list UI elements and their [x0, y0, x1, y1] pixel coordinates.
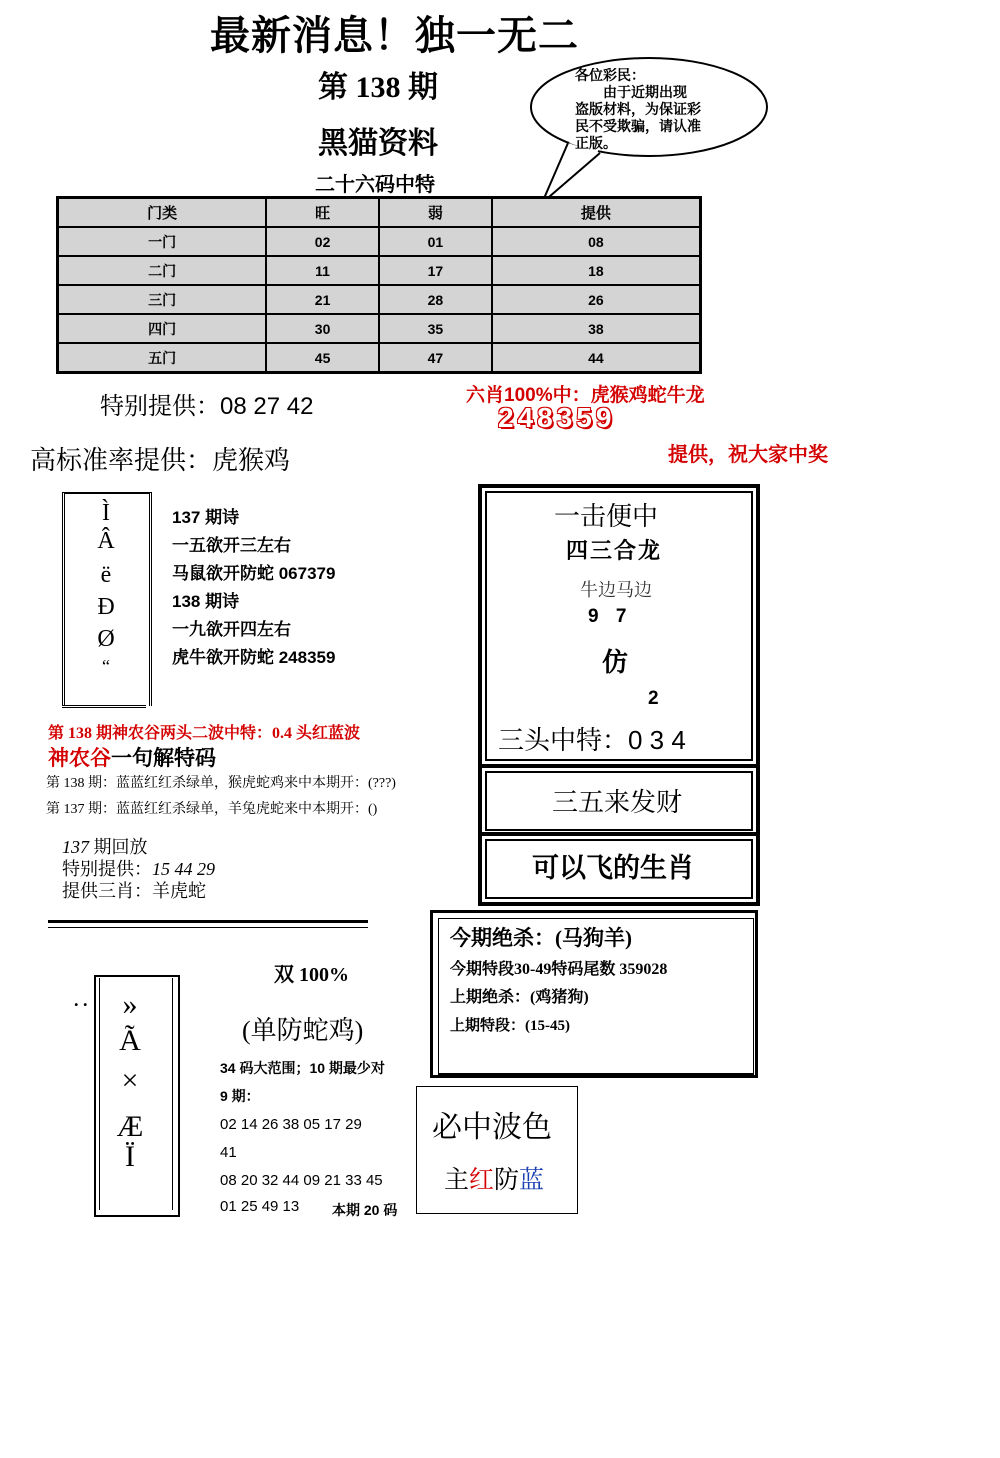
table-row — [58, 343, 701, 373]
table-row — [58, 285, 701, 314]
poem-line: 虎牛欲开防蛇 248359 — [172, 648, 336, 667]
poem-glyph: Ì — [102, 500, 110, 526]
table-cell: 35 — [379, 314, 492, 343]
table-cell: 18 — [492, 256, 701, 285]
replay-special-value: 15 44 29 — [152, 859, 215, 879]
replay-special — [62, 858, 215, 880]
bubble-line: 由于近期出现 — [603, 86, 687, 101]
poem-glyph: Ð — [97, 594, 115, 620]
table-cell: 47 — [379, 343, 492, 373]
wish-text: 提供，祝大家中奖 — [668, 444, 828, 466]
current-kill: 今期绝杀：(马狗羊) — [450, 926, 632, 950]
table-header: 弱 — [379, 198, 492, 228]
fang-char: 仿 — [602, 648, 629, 677]
range-total: 本期 20 码 — [332, 1202, 398, 1218]
table-cell: 44 — [492, 343, 701, 373]
poem-glyph: Â — [97, 528, 115, 554]
wealth-text: 三五来发财 — [552, 787, 683, 817]
divider — [48, 920, 368, 923]
issue-number: 第 138 期 — [318, 71, 438, 104]
table-cell: 四门 — [58, 314, 267, 343]
special-value: 08 27 42 — [220, 393, 314, 420]
special-offer — [100, 386, 313, 421]
bubble-line: 各位彩民： — [575, 69, 645, 84]
table-cell: 01 — [379, 227, 492, 256]
six-zodiac-number: 248359 — [498, 402, 616, 433]
wave-blue: 蓝 — [519, 1167, 545, 1194]
high-accuracy — [30, 440, 290, 477]
poem-frame-bottom — [62, 697, 146, 708]
high-label: 高标准率提供： — [30, 445, 213, 475]
replay-three-label: 提供三肖： — [62, 881, 152, 901]
poem-glyph: ë — [100, 562, 112, 588]
shennong-title-black: 一句解特码 — [111, 746, 216, 770]
six-zodiac-title: 六肖100%中：虎猴鸡蛇牛龙 — [466, 385, 705, 406]
period-138-line: 第 138 期：蓝蓝红红杀绿单，猴虎蛇鸡来中本期开：(???) — [46, 776, 396, 791]
poem-line: 137 期诗 — [172, 508, 240, 527]
wave-guard: 防 — [494, 1167, 520, 1194]
poem-glyph: “ — [102, 656, 110, 676]
range-numbers: 01 25 49 13 — [220, 1198, 300, 1215]
table-cell: 17 — [379, 256, 492, 285]
double-percent: 双 100% — [274, 964, 349, 986]
table-cell: 30 — [266, 314, 379, 343]
bubble-line: 盗版材料，为保证彩 — [575, 103, 701, 118]
number-seven: 7 — [615, 606, 627, 627]
table-title: 二十六码中特 — [315, 174, 435, 196]
bottom-glyph: × — [121, 1064, 139, 1097]
table-row — [58, 227, 701, 256]
poem-line: 马鼠欲开防蛇 067379 — [172, 564, 336, 583]
shennong-title — [48, 742, 216, 772]
number-two: 2 — [648, 688, 659, 709]
table-row — [58, 314, 701, 343]
poem-line: 一五欲开三左右 — [172, 536, 291, 555]
fly-zodiac-text: 可以飞的生肖 — [532, 853, 694, 883]
replay-three — [62, 880, 215, 902]
replay-issue: 137 — [62, 837, 89, 857]
table-cell: 11 — [266, 256, 379, 285]
table-header: 提供 — [492, 198, 701, 228]
page-subtitle: 黑猫资料 — [318, 127, 438, 160]
table-cell: 五门 — [58, 343, 267, 373]
table-cell: 二门 — [58, 256, 267, 285]
replay-special-label: 特别提供： — [62, 859, 152, 879]
table-cell: 08 — [492, 227, 701, 256]
high-value: 虎猴鸡 — [212, 445, 291, 475]
divider — [48, 927, 368, 928]
poem-line: 一九欲开四左右 — [172, 620, 291, 639]
door-table — [56, 196, 702, 374]
three-head-special: 三头中特：0 3 4 — [498, 725, 686, 755]
strike-title: 一击便中 — [554, 502, 659, 531]
dots: . . — [74, 990, 88, 1010]
table-cell: 28 — [379, 285, 492, 314]
poem-glyph: Ø — [97, 626, 115, 652]
bubble-line: 民不受欺骗，请认准 — [575, 120, 701, 135]
bottom-glyph: Ï — [125, 1140, 135, 1173]
table-cell: 26 — [492, 285, 701, 314]
guard-snake-rooster: (单防蛇鸡) — [242, 1016, 364, 1045]
last-kill: 上期绝杀：(鸡猪狗) — [450, 989, 589, 1006]
shennong-title-red: 神农谷 — [48, 746, 111, 770]
poem-block — [172, 504, 335, 672]
replay-block — [62, 836, 215, 902]
wave-title: 必中波色 — [432, 1111, 552, 1144]
table-cell: 02 — [266, 227, 379, 256]
range-numbers: 08 20 32 44 09 21 33 45 — [220, 1172, 383, 1189]
number-nine: 9 — [588, 606, 599, 627]
range-desc: 34 码大范围；10 期最少对 — [220, 1060, 385, 1076]
table-cell: 21 — [266, 285, 379, 314]
table-header-row — [58, 198, 701, 228]
table-cell: 38 — [492, 314, 701, 343]
replay-title-text: 期回放 — [93, 837, 148, 857]
table-row — [58, 256, 701, 285]
numbers-nine-seven — [588, 606, 626, 628]
table-header: 门类 — [58, 198, 267, 228]
last-range: 上期特段：(15-45) — [450, 1018, 570, 1034]
four-three-dragon: 四三合龙 — [566, 538, 663, 563]
replay-title — [62, 836, 215, 858]
bubble-text — [575, 68, 735, 150]
table-cell: 三门 — [58, 285, 267, 314]
range-numbers: 02 14 26 38 05 17 29 — [220, 1116, 362, 1133]
period-137-line: 第 137 期：蓝蓝红红杀绿单，羊兔虎蛇来中本期开：() — [46, 802, 378, 817]
current-range: 今期特段30-49特码尾数 359028 — [450, 961, 668, 978]
bottom-glyph: Ã — [119, 1024, 141, 1057]
table-cell: 45 — [266, 343, 379, 373]
replay-three-value: 羊虎蛇 — [152, 881, 206, 901]
table-header: 旺 — [266, 198, 379, 228]
bottom-glyph: Æ — [116, 1110, 144, 1143]
poem-line: 138 期诗 — [172, 592, 240, 611]
range-numbers: 41 — [220, 1144, 237, 1161]
range-desc: 9 期： — [220, 1088, 260, 1104]
special-label: 特别提供： — [100, 393, 220, 420]
headline: 最新消息！独一无二 — [210, 13, 579, 58]
table-cell: 一门 — [58, 227, 267, 256]
wave-red: 红 — [469, 1167, 495, 1194]
cow-horse-side: 牛边马边 — [580, 580, 652, 600]
bottom-glyph: » — [122, 988, 138, 1021]
wave-colors — [444, 1160, 544, 1196]
bubble-line: 正版。 — [575, 137, 617, 150]
wave-main: 主 — [444, 1167, 470, 1194]
shennong-headline: 第 138 期神农谷两头二波中特：0.4 头红蓝波 — [48, 725, 361, 742]
